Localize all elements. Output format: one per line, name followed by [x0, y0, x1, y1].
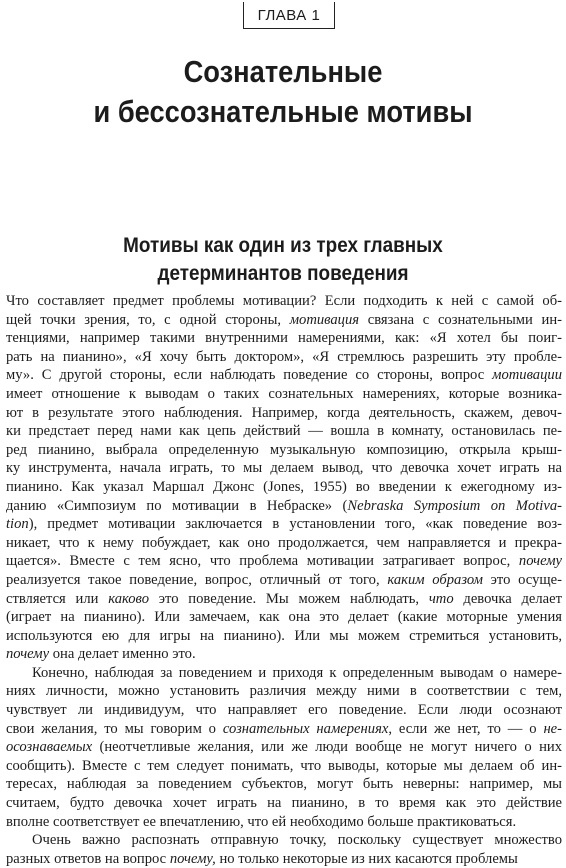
text-segment: ствляется или	[6, 590, 109, 607]
text-segment: , если же нет, то — о	[388, 720, 544, 737]
italic-text: Nebraska Symposium on Motiva-	[347, 497, 562, 514]
text-segment: свои желания, то мы говорим о	[6, 720, 223, 737]
text-line	[6, 757, 562, 776]
text-line	[6, 497, 562, 516]
text-line	[6, 366, 562, 385]
italic-text: сознательных намерениях	[222, 720, 389, 737]
text-segment: Конечно, наблюдая за поведением и приходя к определенным выводам о намере-	[32, 664, 562, 681]
italic-text: каково	[108, 590, 150, 607]
italic-text: каким образом	[387, 571, 483, 588]
italic-text: что	[428, 590, 454, 607]
text-segment: но только некоторые из них касаются проблемы	[215, 850, 518, 867]
text-line	[6, 422, 562, 441]
italic-text: мотивации	[492, 367, 562, 384]
italic-text: почему	[6, 646, 50, 663]
text-segment: чувствует ли индивидуум, что направляет его поведение. Если люди осознают	[6, 702, 562, 719]
text-line	[6, 534, 562, 553]
paragraph	[6, 831, 562, 868]
text-line	[6, 329, 562, 348]
paragraph	[6, 292, 562, 664]
body-text	[6, 292, 562, 868]
text-line	[6, 385, 562, 404]
text-segment: ку инструмента, начала играть, то мы делаем вывод, что девочка хочет играть на	[6, 460, 562, 477]
text-line	[6, 794, 562, 813]
chapter-title-line-2: и бессознательные мотивы	[93, 94, 473, 129]
text-line	[6, 813, 562, 832]
section-title-line-2: детерминантов поведения	[157, 262, 409, 285]
text-segment: пианино. Как указал Маршал Джонс (Jones, 1955) во введении к ежегодному из-	[6, 478, 562, 495]
chapter-title-line-1: Сознательные	[183, 54, 383, 89]
text-line	[6, 441, 562, 460]
text-segment: щей точки зрения, то, с одной стороны,	[6, 311, 290, 328]
text-segment: Что составляет предмет проблемы мотивации? Если подходить к ней с самой об-	[6, 293, 562, 309]
text-line	[6, 701, 562, 720]
text-segment: это осуще-	[482, 571, 562, 588]
text-line	[6, 627, 562, 646]
text-segment: используются ею для игры на пианино). Или мы можем стремиться установить,	[6, 627, 562, 644]
text-line	[6, 590, 562, 609]
text-segment: это поведение. Мы можем наблюдать,	[149, 590, 429, 607]
text-line	[6, 348, 562, 367]
text-segment: щается». Вместе с тем ясно, что проблема мотивации затрагивает вопрос,	[6, 553, 519, 570]
text-line	[6, 515, 562, 534]
text-line	[6, 738, 562, 757]
chapter-label: ГЛАВА 1	[243, 2, 335, 29]
text-segment: связана с сознательными ин-	[359, 311, 563, 328]
text-segment: тересах, наблюдая за поведением субъектов, могут быть неверны: например, мы	[6, 776, 562, 793]
italic-text: tion	[6, 516, 29, 533]
text-line	[6, 850, 562, 868]
italic-text: не-	[543, 720, 563, 737]
text-segment: сообщить). Вместе с тем следует понимать, что выводы, которые мы делаем об ин-	[6, 757, 562, 774]
italic-text: осознаваемых	[6, 739, 93, 756]
text-segment: разных ответов на вопрос	[6, 850, 170, 867]
paragraph	[6, 664, 562, 831]
text-segment: му». С другой стороны, если наблюдать поведение со стороны, вопрос	[6, 367, 493, 384]
text-segment: реализуется такое поведение, вопрос, отличный от того,	[6, 571, 388, 588]
italic-text: почему,	[169, 850, 216, 867]
text-line	[6, 720, 562, 739]
section-title	[28, 232, 537, 288]
italic-text: мотивация	[289, 311, 360, 328]
text-segment: ), предмет мотивации заключается в установлении того, «как поведение воз-	[28, 516, 562, 533]
text-segment: девочка делает	[453, 590, 562, 607]
text-segment: ниях личности, можно установить различия между ними в соответствии с тем,	[6, 683, 562, 700]
text-line	[6, 571, 562, 590]
text-line	[6, 645, 562, 664]
text-segment: ки предстает перед нами как цепь действий — вошла в комнату, остановилась пе-	[6, 423, 562, 440]
text-segment: она делает именно это.	[49, 646, 196, 663]
text-line	[6, 552, 562, 571]
text-segment: (играет на пианино). Или замечаем, как она это делает (какие моторные умения	[6, 609, 562, 626]
text-segment: тенциями, например такими внутренними намерениями, как: «Я хотел бы поиг-	[6, 330, 562, 347]
text-segment: данию «Симпозиум по мотивации в Небраске» (	[6, 497, 348, 514]
text-line	[6, 311, 562, 330]
text-segment: никает, что к нему побуждает, как оно продолжается, чем направляется и прекра-	[6, 534, 562, 551]
text-line	[6, 682, 562, 701]
section-title-line-1: Мотивы как один из трех главных	[123, 234, 443, 257]
text-line	[6, 478, 562, 497]
text-line	[6, 459, 562, 478]
text-line	[6, 775, 562, 794]
text-line	[6, 831, 562, 850]
text-segment: вполне соответствует ее впечатлению, что ей необходимо больше практиковаться.	[6, 813, 517, 830]
text-segment: (неотчетливые желания, или же люди вообще не могут ничего о них	[92, 739, 562, 756]
text-segment: Очень важно распознать отправную точку, поскольку существует множество	[32, 832, 562, 849]
text-segment: рать на пианино», «Я хочу быть доктором», «Я стремлюсь разрешить эту пробле-	[6, 348, 562, 365]
italic-text: почему	[518, 553, 562, 570]
text-line	[6, 608, 562, 627]
text-line	[6, 664, 562, 683]
text-line	[6, 404, 562, 423]
text-segment: ред пианино, выбрала определенную музыкальную композицию, открыла крыш-	[6, 441, 562, 458]
text-line	[6, 292, 562, 311]
text-segment: имеет отношение к выводам о таких сознательных намерениях, которые возника-	[6, 385, 562, 402]
text-segment: ют в результате этого наблюдения. Например, когда деятельность, скажем, девоч-	[6, 404, 562, 421]
chapter-title	[34, 52, 532, 132]
text-segment: считаем, будто девочка хочет играть на пианино, в то время как это действие	[6, 795, 562, 812]
